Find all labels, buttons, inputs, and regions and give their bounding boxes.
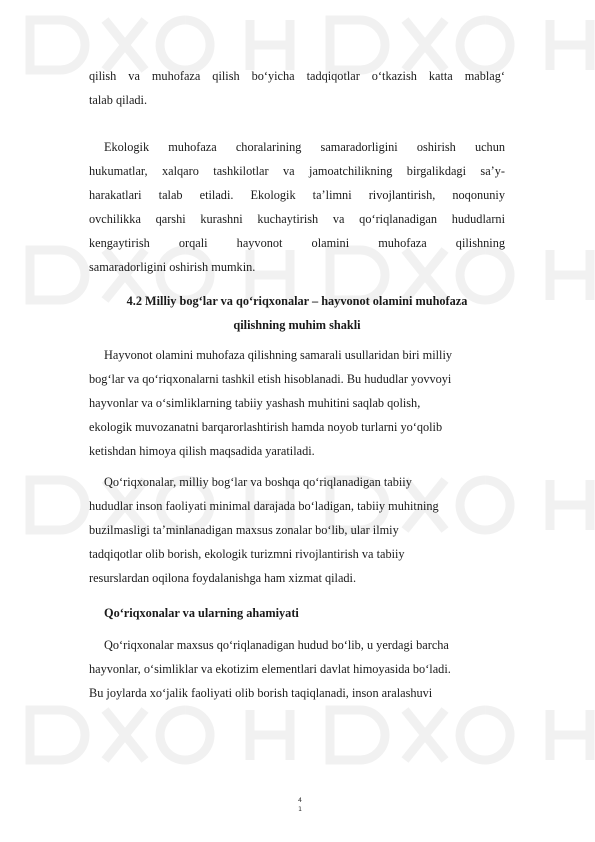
- section-heading: 4.2 Milliy bog‘lar va qo‘riqxonalar – hayvonot olamini muhofaza: [126, 294, 468, 308]
- paragraph5-line: Bu joylarda xo‘jalik faoliyati olib borish taqiqlanadi, inson aralashuvi: [89, 686, 433, 700]
- paragraph2-line: ovchilikka qarshi kurashni kuchaytirish va qo‘riqlanadigan hududlarni: [89, 212, 505, 226]
- subsection-heading: Qo‘riqxonalar va ularning ahamiyati: [104, 606, 299, 620]
- paragraph4-line: Qo‘riqxonalar, milliy bog‘lar va boshqa qo‘riqlanadigan tabiiy: [104, 475, 412, 489]
- paragraph4-line: tadqiqotlar olib borish, ekologik turizmni rivojlantirish va tabiiy: [89, 547, 405, 561]
- paragraph3-line: Hayvonot olamini muhofaza qilishning samarali usullaridan biri milliy: [104, 348, 453, 362]
- paragraph3-line: hayvonlar va o‘simliklarning tabiiy yashash muhitini saqlab qolish,: [89, 396, 421, 410]
- paragraph2-line: kengaytirish orqali hayvonot olamini muhofaza qilishning: [89, 236, 505, 250]
- paragraph3-line: bog‘lar va qo‘riqxonalarni tashkil etish hisoblanadi. Bu hududlar yovvoyi: [89, 372, 452, 386]
- paragraph5-line: Qo‘riqxonalar maxsus qo‘riqlanadigan hudud bo‘lib, u yerdagi barcha: [104, 638, 449, 652]
- paragraph1-line: talab qiladi.: [89, 93, 148, 107]
- paragraph2-line: hukumatlar, xalqaro tashkilotlar va jamoatchilikning birgalikdagi sa’y-: [89, 164, 505, 178]
- paragraph2-line: Ekologik muhofaza choralarining samaradorligini oshirish uchun: [104, 140, 505, 154]
- paragraph3-line: ekologik muvozanatni barqarorlashtirish hamda noyob turlarni yo‘qolib: [89, 420, 443, 434]
- paragraph3-line: ketishdan himoya qilish maqsadida yaratiladi.: [89, 444, 315, 458]
- paragraph2-line: harakatlari talab etiladi. Ekologik ta’limni rivojlantirish, noqonuniy: [89, 188, 505, 202]
- paragraph4-line: hududlar inson faoliyati minimal darajada bo‘ladigan, tabiiy muhitning: [89, 499, 439, 513]
- paragraph1-line: qilish va muhofaza qilish bo‘yicha tadqiqotlar o‘tkazish katta mablag‘: [89, 69, 505, 83]
- paragraph4-line: buzilmasligi ta’minlanadigan maxsus zonalar bo‘lib, ular ilmiy: [89, 523, 399, 537]
- page-number-bottom: 1: [298, 805, 302, 813]
- paragraph5-line: hayvonlar, o‘simliklar va ekotizim elementlari davlat himoyasida bo‘ladi.: [89, 662, 451, 676]
- section-heading: qilishning muhim shakli: [233, 318, 361, 332]
- paragraph2-line: samaradorligini oshirish mumkin.: [89, 260, 256, 274]
- page-number-top: 4: [298, 796, 302, 804]
- paragraph4-line: resurslardan oqilona foydalanishga ham xizmat qiladi.: [89, 571, 357, 585]
